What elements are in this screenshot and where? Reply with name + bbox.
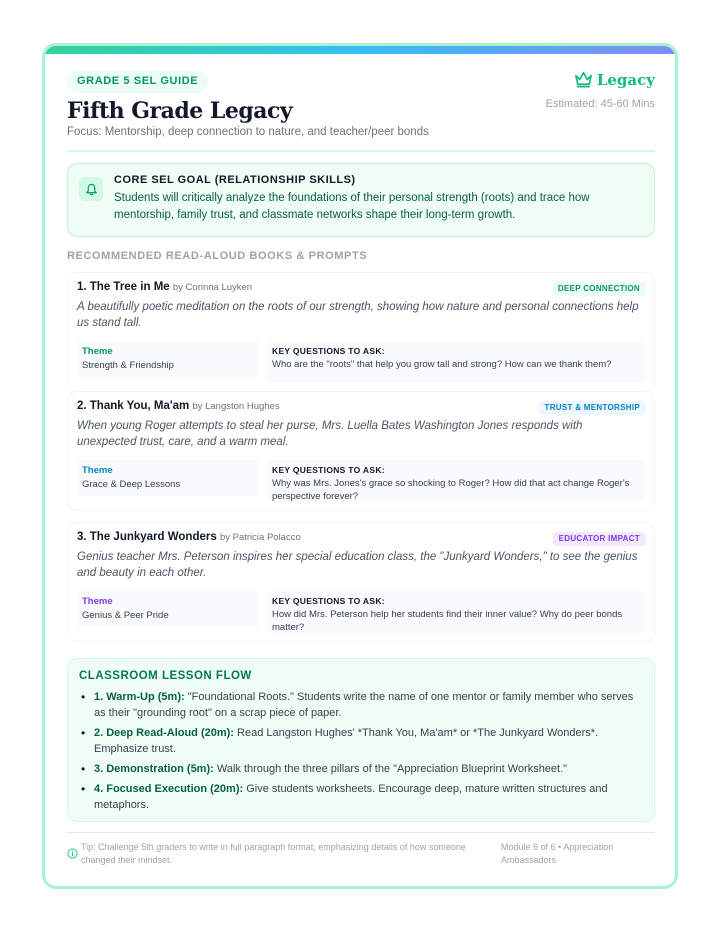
book-description: Genius teacher Mrs. Peterson inspires her special education class, the "Junkyard Wonders," to see the genius and beauty in each other. — [77, 551, 638, 579]
brand-name: Legacy — [596, 70, 655, 89]
book-description: A beautifully poetic meditation on the roots of our strength, showing how nature and personal connections help us stand tall. — [77, 301, 639, 329]
lesson-flow-list — [79, 689, 639, 817]
book-card — [67, 522, 655, 642]
module-indicator: Module 6 of 6 • Appreciation Ambassadors — [501, 842, 614, 865]
book-heading — [77, 281, 252, 293]
theme-label: Theme — [82, 346, 113, 357]
questions-box — [267, 460, 645, 502]
step-label: 1. Warm-Up (5m): — [94, 691, 185, 703]
core-goal-box — [67, 163, 655, 237]
info-icon — [67, 848, 78, 859]
lesson-step — [79, 689, 639, 721]
theme-label: Theme — [82, 465, 113, 476]
grade-badge: GRADE 5 SEL GUIDE — [67, 70, 208, 93]
book-title: 2. Thank You, Ma'am — [77, 400, 190, 412]
theme-box — [77, 341, 259, 377]
book-author: by Corinna Luyken — [172, 282, 253, 293]
step-text: Walk through the three pillars of the "Appreciation Blueprint Worksheet." — [213, 763, 568, 775]
step-label: 4. Focused Execution (20m): — [94, 783, 244, 795]
goal-icon-badge — [79, 177, 103, 201]
lesson-flow-title: CLASSROOM LESSON FLOW — [79, 670, 252, 682]
book-heading — [77, 400, 280, 412]
book-author: by Langston Hughes — [192, 401, 280, 412]
questions-text: Who are the "roots" that help you grow tall and strong? How can we thank them? — [272, 359, 612, 370]
page-title: Fifth Grade Legacy — [67, 98, 293, 124]
step-text: "Foundational Roots." Students write the name of one mentor or family member who serves as their "grounding root" on a scrap piece of paper. — [94, 691, 634, 719]
book-tag: EDUCATOR IMPACT — [553, 532, 646, 546]
book-tag: DEEP CONNECTION — [552, 282, 646, 296]
book-card — [67, 272, 655, 392]
books-section-heading: RECOMMENDED READ-ALOUD BOOKS & PROMPTS — [67, 250, 368, 262]
questions-box — [267, 591, 645, 633]
questions-text: Why was Mrs. Jones's grace so shocking to Roger? How did that act change Roger's perspective forever? — [272, 478, 630, 502]
bell-icon — [85, 183, 98, 196]
tip-text: Tip: Challenge 5th graders to write in full paragraph format, emphasizing details of how someone changed their mindset. — [81, 842, 466, 865]
questions-label: KEY QUESTIONS TO ASK: — [272, 346, 385, 356]
focus-text: Focus: Mentorship, deep connection to nature, and teacher/peer bonds — [67, 126, 429, 138]
step-text: Read Langston Hughes' *Thank You, Ma'am* or *The Junkyard Wonders*. Emphasize trust. — [94, 727, 599, 755]
brand-logo — [574, 70, 655, 89]
duration-text: Estimated: 45-60 Mins — [545, 98, 655, 110]
book-title: 3. The Junkyard Wonders — [77, 531, 217, 543]
theme-value: Grace & Deep Lessons — [82, 479, 181, 490]
book-card — [67, 391, 655, 511]
step-label: 2. Deep Read-Aloud (20m): — [94, 727, 234, 739]
book-title: 1. The Tree in Me — [77, 281, 170, 293]
questions-box — [267, 341, 645, 383]
lesson-step — [79, 781, 639, 813]
theme-box — [77, 460, 259, 496]
theme-box — [77, 591, 259, 627]
guide-card — [42, 43, 678, 889]
goal-title: CORE SEL GOAL (RELATIONSHIP SKILLS) — [114, 174, 356, 186]
header-divider — [67, 150, 655, 152]
questions-text: How did Mrs. Peterson help her students find their inner value? Why do peer bonds matter? — [272, 609, 623, 633]
lesson-step — [79, 725, 639, 757]
book-description: When young Roger attempts to steal her purse, Mrs. Luella Bates Washington Jones responds with unexpected trust, care, and a warm meal. — [77, 420, 583, 448]
step-label: 3. Demonstration (5m): — [94, 763, 214, 775]
lesson-flow-box — [67, 658, 655, 822]
book-tag: TRUST & MENTORSHIP — [539, 401, 646, 415]
book-author: by Patricia Polacco — [219, 532, 301, 543]
step-text: Give students worksheets. Encourage deep, mature written structures and metaphors. — [94, 783, 608, 811]
goal-text: Students will critically analyze the foundations of their personal strength (roots) and trace how mentorship, family trust, and classmate networks shape their long-term growth. — [114, 192, 590, 221]
theme-label: Theme — [82, 596, 113, 607]
book-heading — [77, 531, 301, 543]
questions-label: KEY QUESTIONS TO ASK: — [272, 596, 385, 606]
questions-label: KEY QUESTIONS TO ASK: — [272, 465, 385, 475]
theme-value: Genius & Peer Pride — [82, 610, 169, 621]
footer-divider — [67, 832, 655, 833]
crown-icon — [574, 70, 593, 89]
lesson-step — [79, 761, 639, 777]
theme-value: Strength & Friendship — [82, 360, 174, 371]
gradient-bar — [45, 46, 675, 54]
